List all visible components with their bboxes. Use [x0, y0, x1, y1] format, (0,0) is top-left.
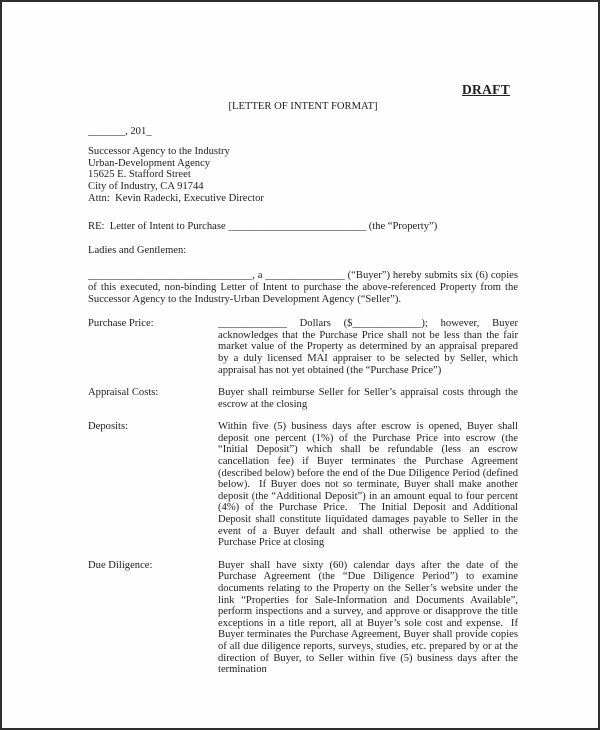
section-due-diligence: [88, 559, 521, 676]
section-label: Deposits:: [88, 421, 129, 433]
section-appraisal-costs: [88, 387, 521, 410]
section-body: Within five (5) business days after escrow is opened, Buyer shall deposit one percent (1%) of the Purchase Price into escrow (the “Initial Deposit”) which shall be refundable (less an escrow cancellation fee) if Buyer terminates the Purchase Agreement (described below) before the end of the Due Diligence Period (defined below). If Buyer does not so terminate, Buyer shall make another deposit (the “Additional Deposit”) in an amount equal to four percent (4%) of the Purchase Price. The Initial Deposit and Additional Deposit shall constitute liquidated damages payable to Seller in the event of a Buyer default and shall otherwise be applied to the Purchase Price at closing: [218, 421, 521, 549]
document-title: [LETTER OF INTENT FORMAT]: [228, 101, 378, 112]
address-line: Successor Agency to the Industry: [88, 146, 230, 158]
section-purchase-price: [88, 318, 521, 376]
address-line: City of Industry, CA 91744: [88, 180, 204, 192]
section-label: Purchase Price:: [88, 318, 154, 330]
section-label: Due Diligence:: [88, 559, 153, 571]
re-subject-line: RE: Letter of Intent to Purchase __________________________ (the “Property”): [88, 221, 438, 233]
section-body: Buyer shall reimburse Seller for Seller’s appraisal costs through the escrow at the closing: [218, 387, 521, 410]
date-line: _______, 201_: [88, 125, 152, 137]
section-body: _____________ Dollars ($_____________); however, Buyer acknowledges that the Purchase Price shall not be less than the fair market value of the Property as determined by an appraisal prepared by a duly licensed MAI appraiser to be selected by Seller, which appraisal has not yet obtained (the “Purchase Price”): [218, 318, 521, 376]
draft-watermark: [88, 82, 510, 97]
section-deposits: [88, 421, 521, 549]
address-block: [88, 146, 518, 204]
section-label: Appraisal Costs:: [88, 387, 159, 399]
draft-label: DRAFT: [462, 82, 510, 97]
section-body: Buyer shall have sixty (60) calendar days after the date of the Purchase Agreement (the “Due Diligence Period”) to examine documents relating to the Property on the Seller’s website under the link “Properties for Sale-Information and Documents Available”, perform inspections and a survey, and approve or disapprove the title exceptions in a title report, all at Buyer’s sole cost and expense. If Buyer terminates the Purchase Agreement, Buyer shall provide copies of all due diligence reports, surveys, studies, etc. prepared by or at the direction of Buyer, to Seller within five (5) business days after the termination: [218, 559, 521, 676]
address-line: Attn: Kevin Radecki, Executive Director: [88, 192, 264, 204]
address-line: 15625 E. Stafford Street: [88, 169, 191, 181]
salutation: Ladies and Gentlemen:: [88, 244, 187, 256]
address-line: Urban-Development Agency: [88, 157, 211, 169]
intro-paragraph: _______________________________, a _______________ (“Buyer”) hereby submits six (6) copies of this executed, non-binding Letter of Intent to purchase the above-referenced Property from the Successor Agency to the Industry-Urban Development Agency (“Seller”).: [88, 270, 521, 305]
